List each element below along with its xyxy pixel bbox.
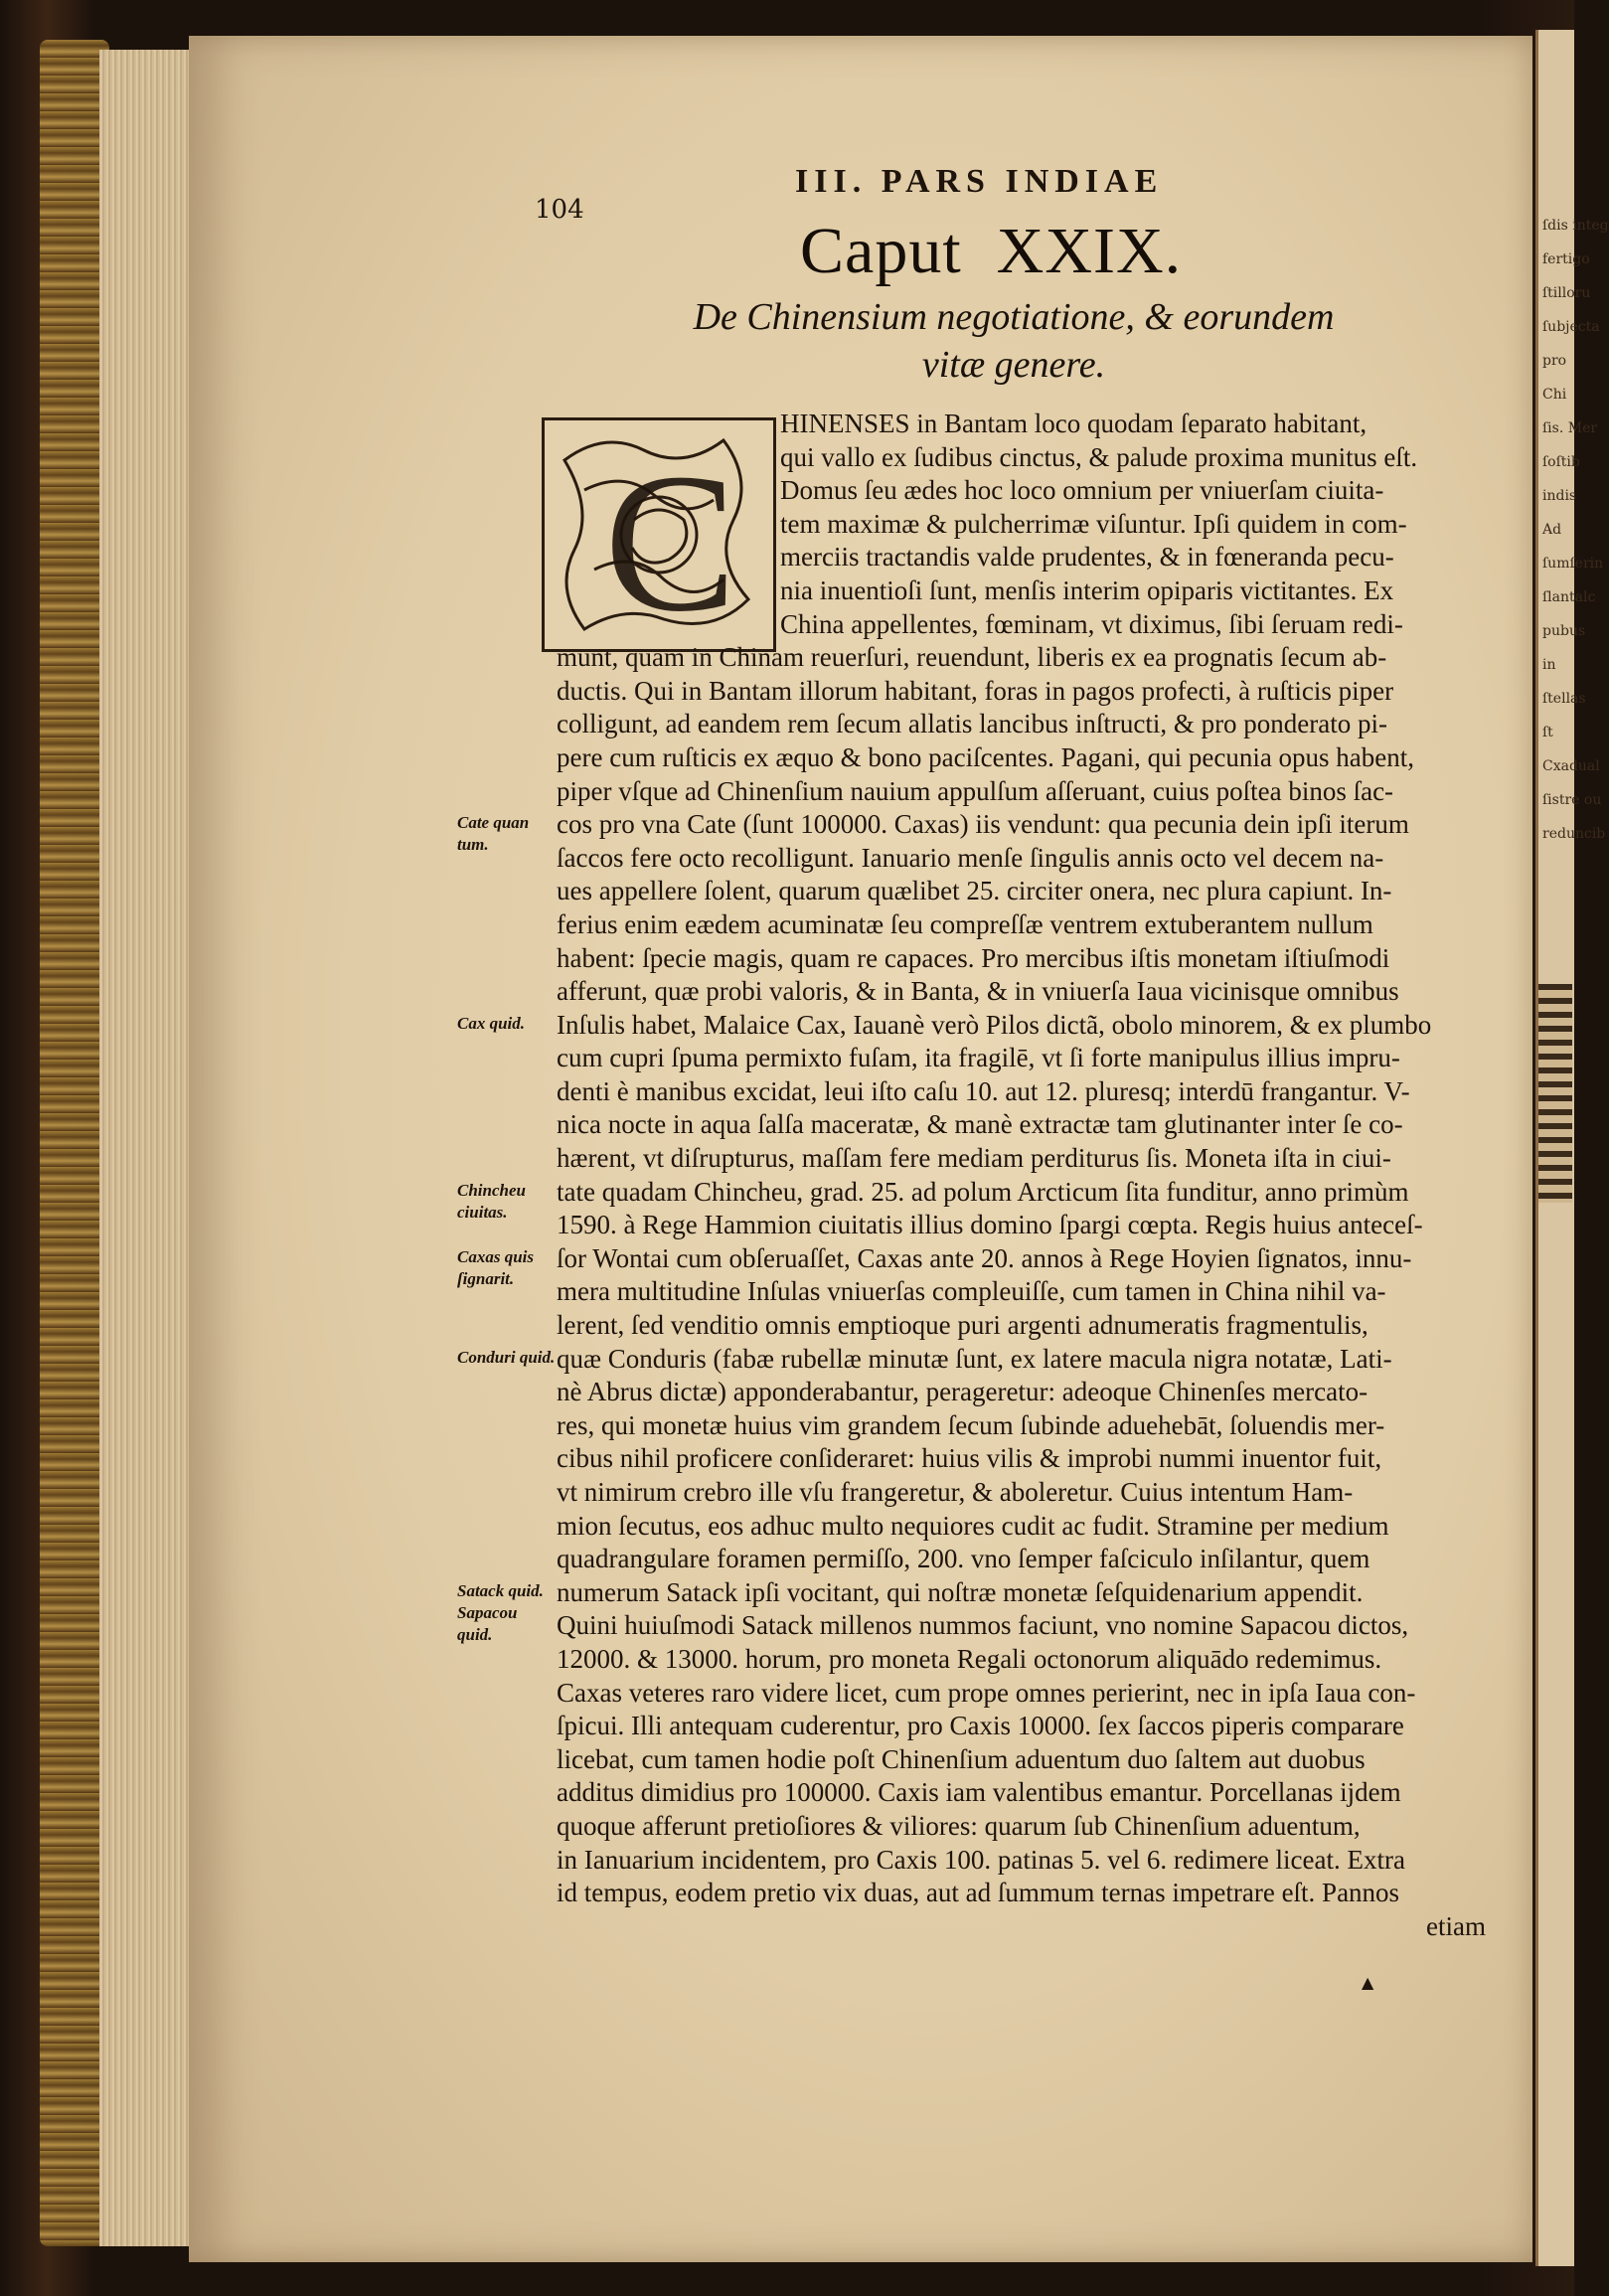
text-line: licebat, cum tamen hodie poſt Chinenſium aduentum duo ſaltem aut duobus: [557, 1743, 1366, 1774]
text-line: lerent, ſed venditio omnis emptioque puri argenti adnumeratis fragmentulis,: [557, 1310, 1368, 1341]
text-line: nè Abrus dictæ) apponderabantur, perageretur: adeoque Chinenſes mercato-: [557, 1377, 1368, 1407]
text-line: qui vallo ex ſudibus cinctus, & palude proxima munitus eſt.: [780, 441, 1418, 472]
facing-page-fragment: pubus: [1542, 623, 1586, 639]
text-line: piper vſque ad Chinenſium nauium appulſum aſſeruant, cuius poſtea binos ſac-: [557, 775, 1394, 806]
facing-page-fragment: pro: [1542, 353, 1567, 369]
text-line: colligunt, ad eandem rem ſecum allatis lancibus inſtructi, & pro ponderato pi-: [557, 709, 1388, 739]
text-line: nia inuentioſi ſunt, menſis interim opiparis victitantes. Ex: [780, 574, 1394, 605]
text-line: ſpicui. Illi antequam cuderentur, pro Caxis 10000. ſex ſaccos piperis comparare: [557, 1711, 1404, 1741]
text-line: in Ianuarium incidentem, pro Caxis 100. patinas 5. vel 6. redimere liceat. Extra: [557, 1844, 1405, 1875]
text-line: hærent, vt diſrupturus, maſſam fere mediam perditurus ſis. Moneta iſta in ciui-: [557, 1143, 1391, 1174]
main-text-block: [557, 408, 1486, 1943]
text-line: pere cum ruſticis ex æquo & bono paciſcentes. Pagani, qui pecunia opus habent,: [557, 741, 1415, 772]
chapter-subtitle: De Chinensium negotiatione, & eorundem vitæ genere.: [693, 296, 1335, 386]
facing-page-fragment: Ad: [1542, 522, 1562, 538]
text-line: Caxas veteres raro videre licet, cum prope omnes perierint, nec in ipſa Iaua con-: [557, 1677, 1416, 1708]
text-line: res, qui monetæ huius vim grandem ſecum ſubinde aduehebāt, ſoluendis mer-: [557, 1409, 1385, 1440]
text-line: mion ſecutus, eos adhuc multo nequiores cudit ac fudit. Stramine per medium: [557, 1510, 1389, 1541]
text-line: HINENSES in Bantam loco quodam ſeparato habitant,: [780, 409, 1368, 438]
text-line: ſor Wontai cum obſeruaſſet, Caxas ante 20. annos à Rege Hoyien ſignatos, innu-: [557, 1242, 1412, 1273]
margin-note: Caxas quis ſignarit.: [457, 1247, 534, 1288]
text-line: ſaccos fere octo recolligunt. Ianuario menſe ſingulis annis octo vel decem na-: [557, 842, 1384, 873]
text-line: cum cupri ſpuma permixto fuſam, ita fragilē, vt ſi forte manipulus illius impru-: [557, 1043, 1400, 1073]
facing-page-fragment: ſumſerin: [1542, 556, 1604, 572]
text-line: Inſulis habet, Malaice Cax, Iauanè verò Pilos dictã, obolo minorem, & ex plumbo: [557, 1009, 1432, 1040]
margin-note: Conduri quid.: [457, 1347, 556, 1367]
text-line: nica nocte in aqua ſalſa maceratæ, & manè extractæ tam glutinanter inter ſe co-: [557, 1109, 1403, 1140]
facing-page-fragment: ſt: [1542, 725, 1553, 740]
svg-text:C: C: [604, 433, 737, 653]
facing-page-ornament: [1538, 984, 1572, 1203]
facing-page-fragment: ſubjecta: [1542, 319, 1600, 335]
text-line: etiam: [1426, 1910, 1486, 1941]
facing-page-fragment: ſdis integ: [1542, 218, 1609, 234]
text-line: 12000. & 13000. horum, pro moneta Regali octonorum aliquādo redemimus.: [557, 1643, 1382, 1674]
page-stack-edge: [99, 50, 199, 2246]
facing-page-fragment: ſistre ou: [1542, 792, 1602, 808]
text-line: China appellentes, fœminam, vt diximus, ſibi ſeruam redi-: [780, 608, 1403, 639]
facing-page-fragment: ſlantalc: [1542, 589, 1596, 605]
margin-note: Cate quan tum.: [457, 813, 530, 855]
text-line: cibus nihil proficere conſideraret: huius vilis & improbi nummi inuentor fuit,: [557, 1443, 1382, 1474]
facing-page-fragment: ſtilloru: [1542, 285, 1591, 301]
text-line: 1590. à Rege Hammion ciuitatis illius domino ſpargi cœpta. Regis huius anteceſ-: [557, 1210, 1423, 1240]
facing-page-fragment: indis: [1542, 488, 1577, 504]
facing-page-fragment: Chi: [1542, 387, 1567, 403]
text-line: merciis tractandis valde prudentes, & in fœneranda pecu-: [780, 542, 1394, 573]
text-line: quoque afferunt pretioſiores & viliores: quarum ſub Chinenſium aduentum,: [557, 1810, 1361, 1841]
text-line: quæ Conduris (fabæ rubellæ minutæ ſunt, ex latere macula nigra notatæ, Lati-: [557, 1343, 1392, 1374]
facing-page-sliver: [1535, 30, 1609, 2266]
facing-page-fragment: ſtellas: [1542, 691, 1586, 707]
chapter-title: Caput XXIX.: [800, 215, 1183, 287]
text-line: Quini huiuſmodi Satack millenos nummos faciunt, vno nomine Sapacou dictos,: [557, 1610, 1409, 1641]
facing-page-fragment: ſoſtib: [1542, 454, 1580, 470]
text-line: habent: ſpecie magis, quam re capaces. Pro mercibus iſtis monetam iſtiuſmodi: [557, 942, 1390, 973]
margin-note: Cax quid.: [457, 1013, 526, 1033]
facing-page-fragment: ſis. Mer: [1542, 420, 1598, 436]
text-line: denti è manibus excidat, leui iſto caſu 10. aut 12. pluresq; interdū frangantur. V-: [557, 1075, 1410, 1106]
page-number: 104: [535, 195, 584, 225]
facing-page-fragment: Cxadual: [1542, 758, 1600, 774]
text-line: cos pro vna Cate (ſunt 100000. Caxas) iis vendunt: qua pecunia dein ipſi iterum: [557, 809, 1409, 840]
text-line: mera multitudine Inſulas vniuerſas compleuiſſe, cum tamen in China nihil va-: [557, 1276, 1386, 1307]
text-line: vt nimirum crebro ille vſu frangeretur, & aboleretur. Cuius intentum Ham-: [557, 1477, 1354, 1507]
margin-note: Satack quid. Sapacou quid.: [457, 1581, 544, 1644]
text-line: munt, quam in Chinam reuerſuri, reuendunt, liberis ex ea prognatis ſecum ab-: [557, 642, 1387, 673]
text-line: id tempus, eodem pretio vix duas, aut ad ſummum ternas impetrare eſt. Pannos: [557, 1878, 1400, 1908]
text-line: ferius enim eædem acuminatæ ſeu compreſſæ ventrem extuberantem nullum: [557, 908, 1373, 939]
text-line: afferunt, quæ probi valoris, & in Banta, & in vniuerſa Iaua vicinisque omnibus: [557, 976, 1399, 1007]
text-line: tem maximæ & pulcherrimæ viſuntur. Ipſi quidem in com-: [780, 508, 1407, 539]
text-line: ues appellere ſolent, quarum quælibet 25. circiter onera, nec plura capiunt. In-: [557, 876, 1392, 906]
facing-page-fragment: fertigo: [1542, 251, 1590, 267]
text-line: Domus ſeu ædes hoc loco omnium per vniuerſam ciuita-: [780, 475, 1384, 506]
text-line: numerum Satack ipſi vocitant, qui noſtræ monetæ ſeſquidenarium appendit.: [557, 1576, 1364, 1607]
text-line: additus dimidius pro 100000. Caxis iam valentibus emantur. Porcellanas ijdem: [557, 1777, 1401, 1808]
margin-note: Chincheu ciuitas.: [457, 1180, 526, 1222]
facing-page-text: [1542, 209, 1609, 851]
text-line: tate quadam Chincheu, grad. 25. ad polum Arcticum ſita funditur, anno primùm: [557, 1176, 1409, 1207]
facing-page-fragment: reduncib: [1542, 826, 1606, 842]
running-head: III. PARS INDIAE: [795, 163, 1164, 200]
ink-mark: ▲: [1362, 1973, 1374, 1992]
text-line: quadrangulare foramen permiſſo, 200. vno ſemper faſciculo inſilantur, quem: [557, 1544, 1370, 1574]
facing-page-fragment: in: [1542, 657, 1556, 673]
text-line: ductis. Qui in Bantam illorum habitant, foras in pagos profecti, à ruſticis piper: [557, 675, 1394, 706]
